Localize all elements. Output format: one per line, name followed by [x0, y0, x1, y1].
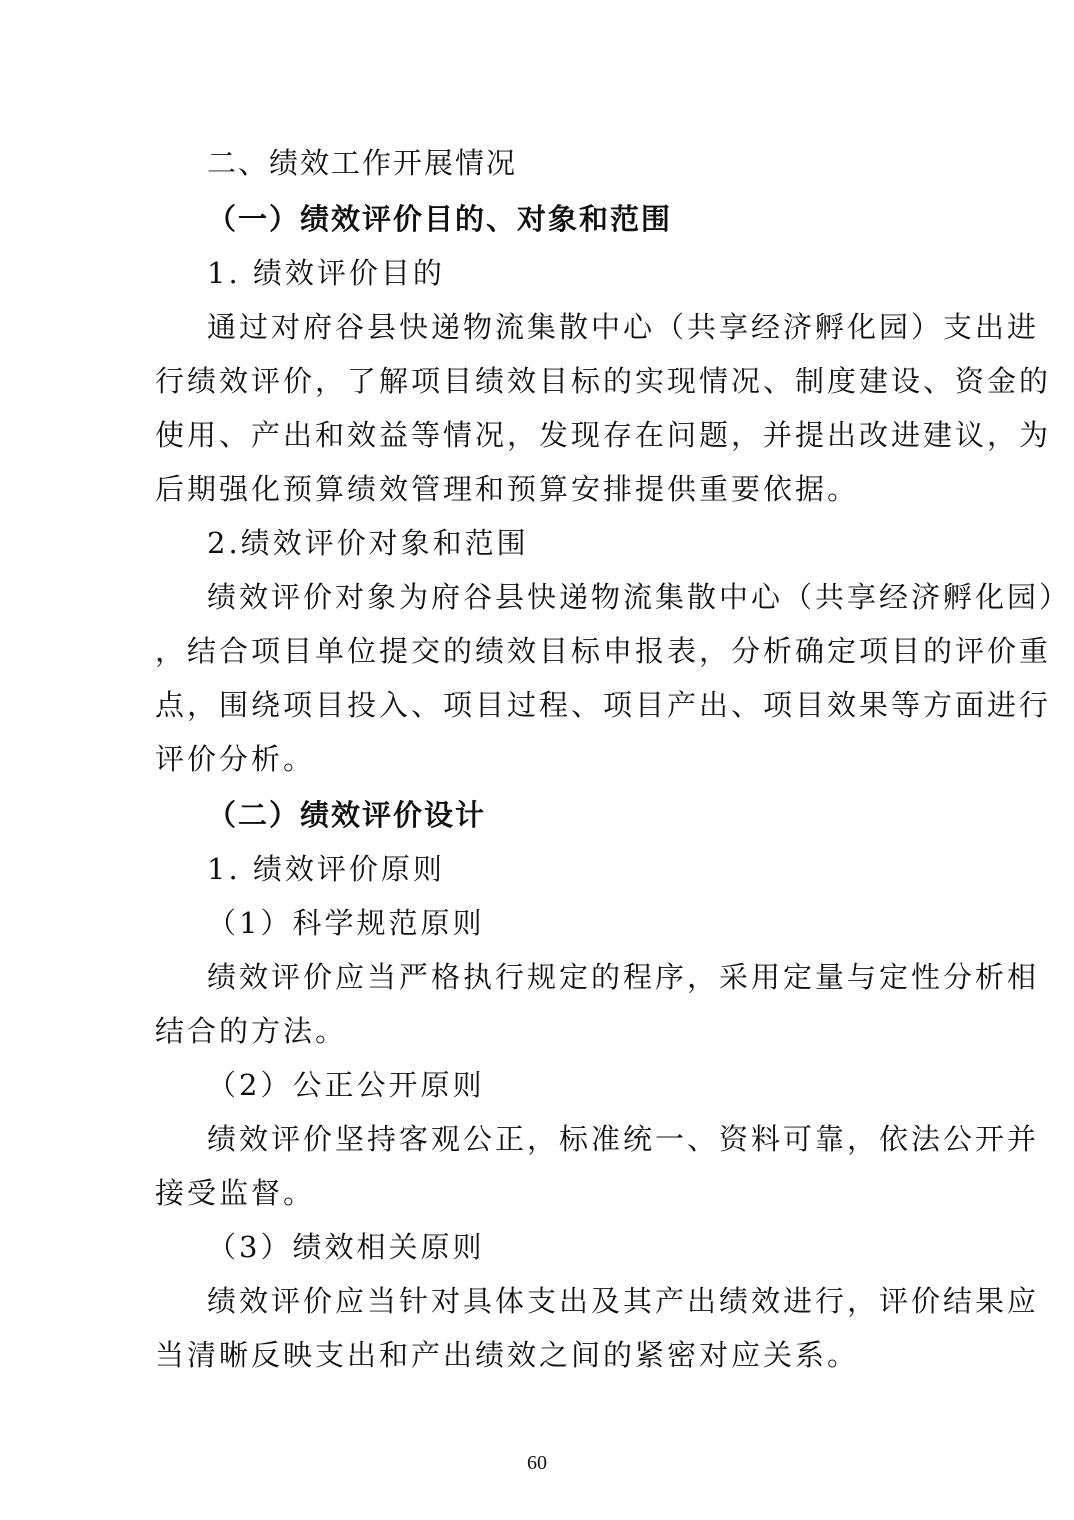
- paragraph-line: ，结合项目单位提交的绩效目标申报表，分析确定项目的评价重: [155, 634, 1052, 668]
- paragraph-line: 绩效评价应当严格执行规定的程序，采用定量与定性分析相: [207, 960, 1040, 994]
- principle-3-title: （3）绩效相关原则: [207, 1230, 485, 1264]
- subsection-2-title: （二）绩效评价设计: [207, 798, 487, 832]
- paragraph-line: 绩效评价坚持客观公正，标准统一、资料可靠，依法公开并: [207, 1122, 1040, 1156]
- item-2-title: 2.绩效评价对象和范围: [207, 526, 529, 560]
- paragraph-line: 点，围绕项目投入、项目过程、项目产出、项目效果等方面进行: [155, 688, 1052, 722]
- paragraph-line: 使用、产出和效益等情况，发现存在问题，并提出改进建议，为: [155, 418, 1052, 452]
- paragraph-line: 评价分析。: [155, 742, 316, 776]
- item-1-title: 1. 绩效评价原则: [207, 852, 445, 886]
- paragraph-line: 当清晰反映支出和产出绩效之间的紧密对应关系。: [155, 1338, 860, 1372]
- item-1-title: 1. 绩效评价目的: [207, 256, 445, 290]
- paragraph-line: 结合的方法。: [155, 1014, 348, 1048]
- principle-2-title: （2）公正公开原则: [207, 1068, 485, 1102]
- paragraph-line: 绩效评价对象为府谷县快递物流集散中心（共享经济孵化园）: [207, 580, 1072, 614]
- paragraph-line: 通过对府谷县快递物流集散中心（共享经济孵化园）支出进: [207, 310, 1040, 344]
- paragraph-line: 行绩效评价，了解项目绩效目标的实现情况、制度建设、资金的: [155, 364, 1052, 398]
- subsection-1-title: （一）绩效评价目的、对象和范围: [207, 202, 673, 236]
- section-title: 二、绩效工作开展情况: [207, 146, 518, 180]
- page-number: 60: [527, 1452, 547, 1474]
- principle-1-title: （1）科学规范原则: [207, 906, 485, 940]
- paragraph-line: 绩效评价应当针对具体支出及其产出绩效进行，评价结果应: [207, 1284, 1040, 1318]
- paragraph-line: 接受监督。: [155, 1176, 316, 1210]
- paragraph-line: 后期强化预算绩效管理和预算安排提供重要依据。: [155, 472, 860, 506]
